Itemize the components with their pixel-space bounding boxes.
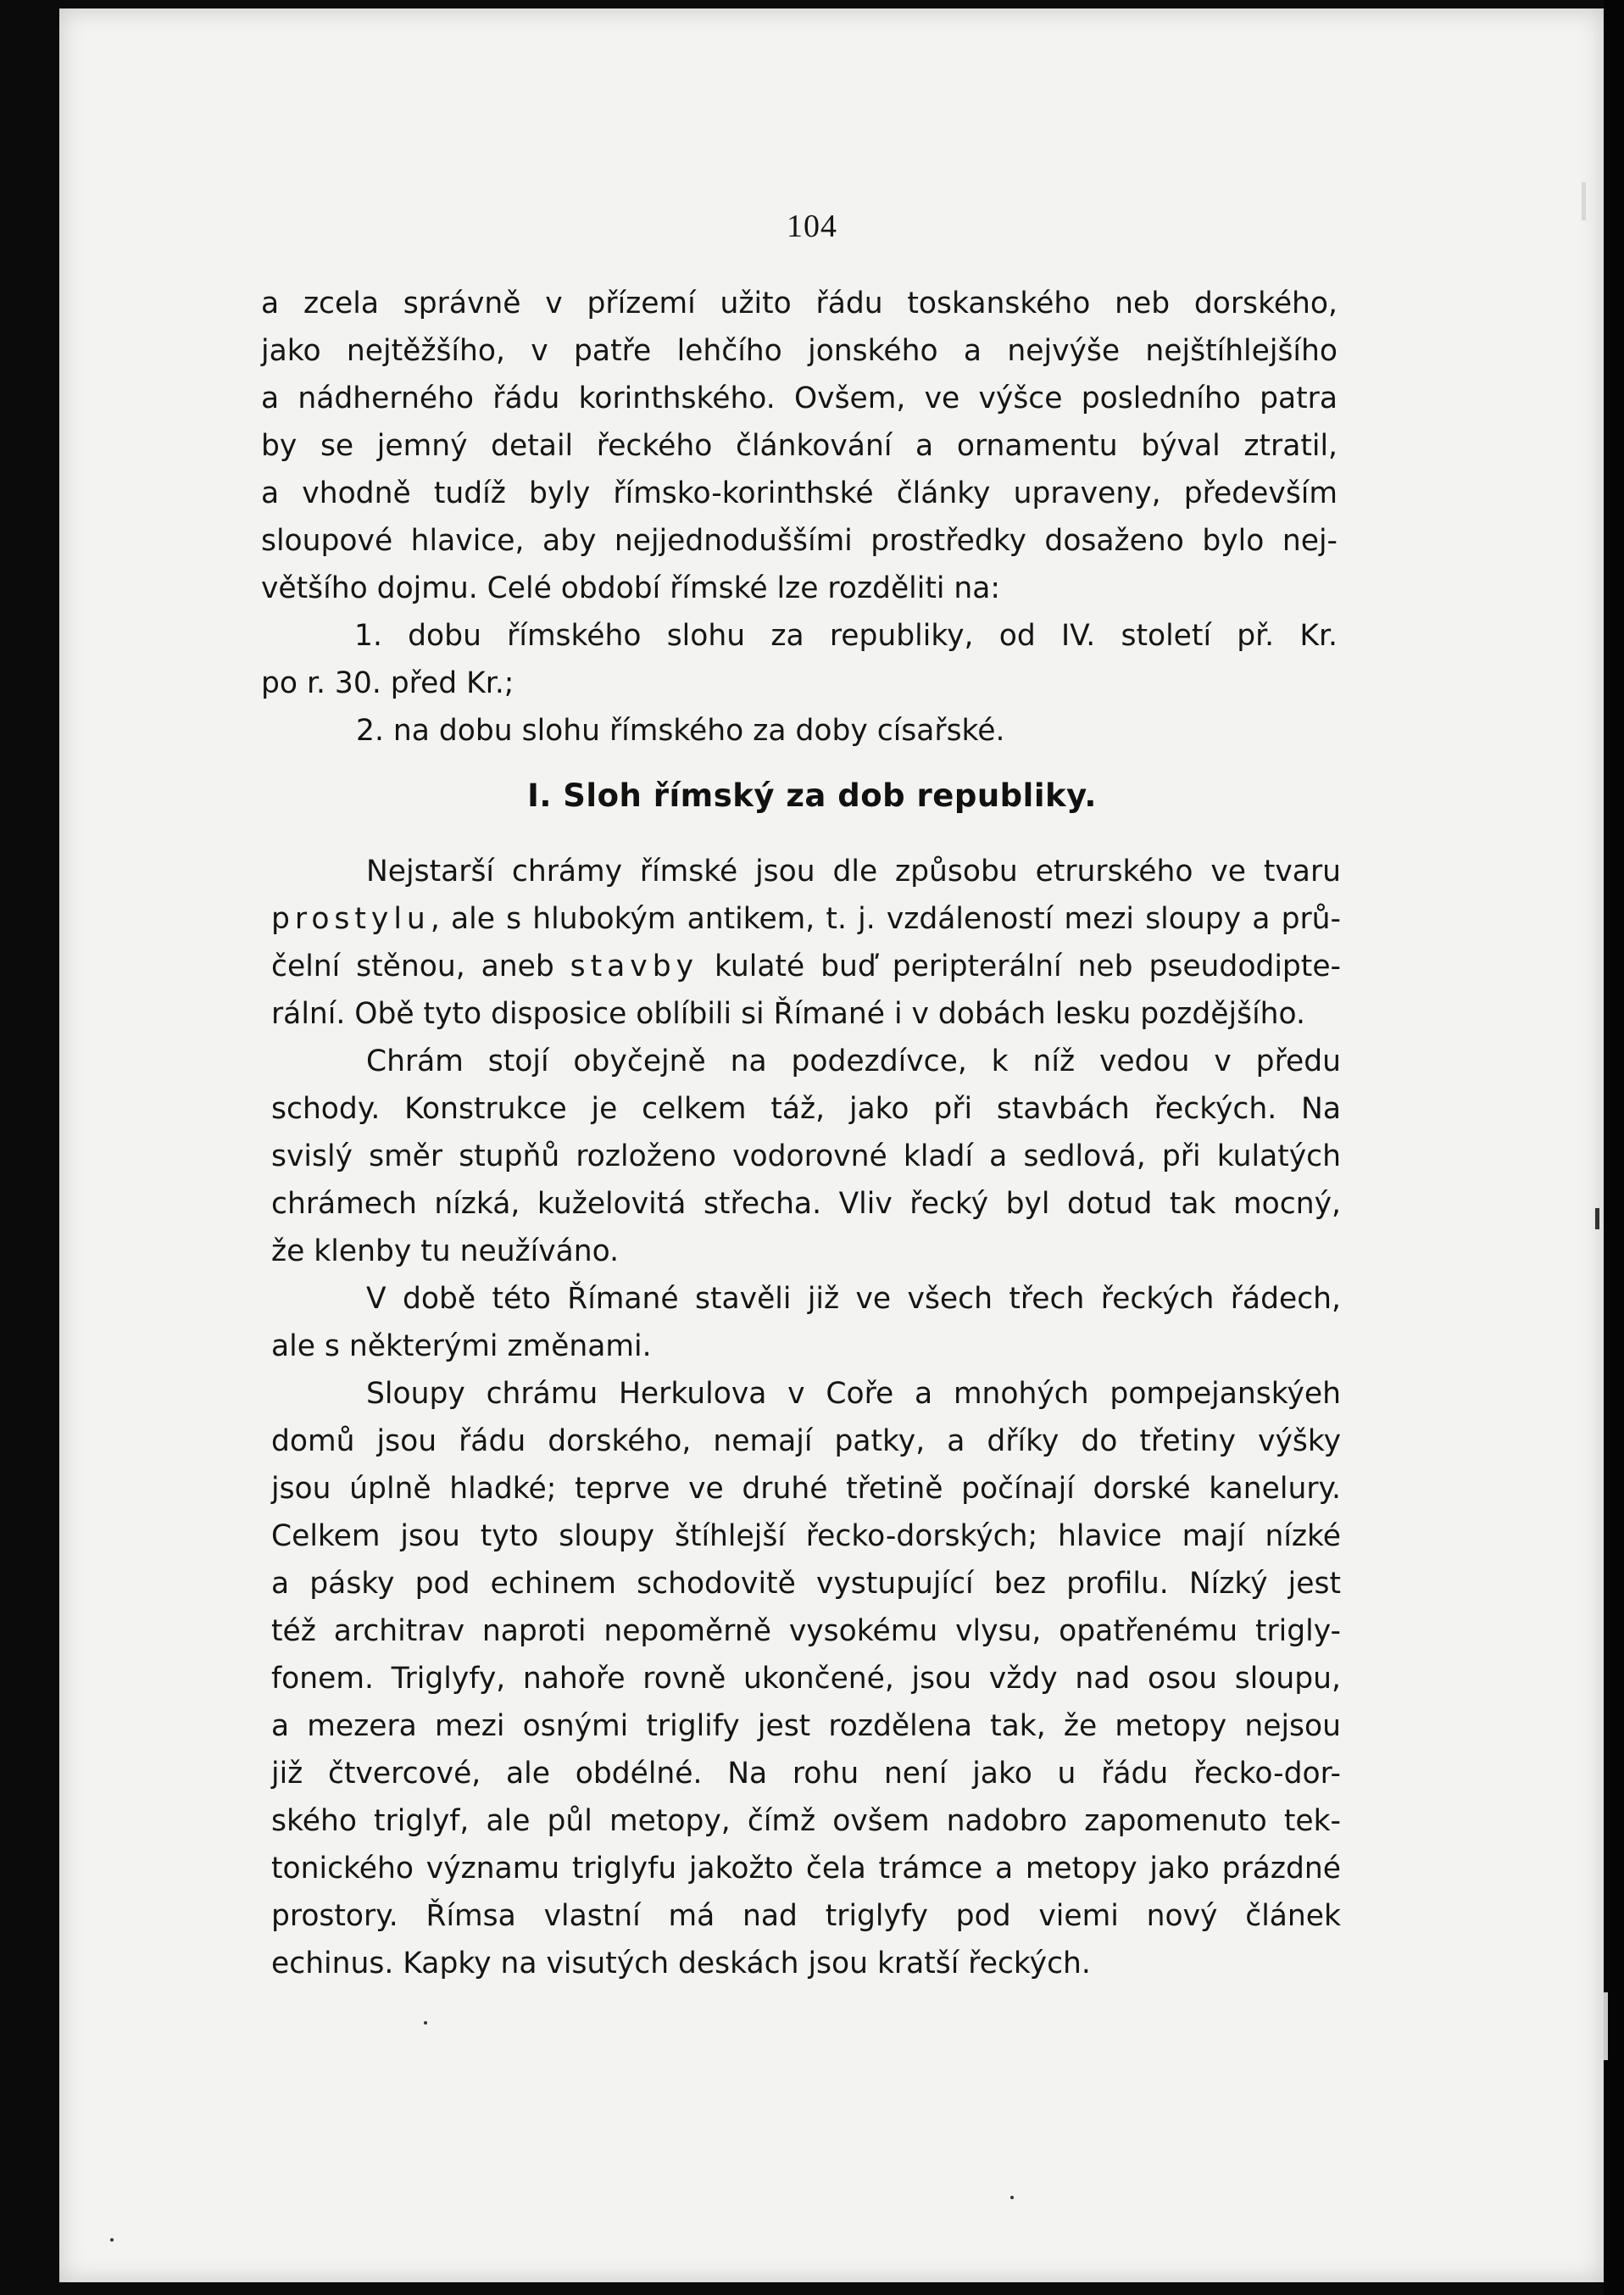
text-line — [271, 943, 1341, 990]
text-line: též architrav naproti nepoměrně vysokému vlysu, opatřenému trigly- — [271, 1614, 1341, 1648]
text-line: tonického významu triglyfu jakožto čela trámce a metopy jako prázdné — [271, 1852, 1341, 1886]
edge-scratch — [1595, 1208, 1599, 1229]
text-fragment: , ale s hlubokým antikem, t. j. vzdáleností mezi sloupy a prů- — [430, 902, 1341, 936]
text-line: fonem. Triglyfy, nahoře rovně ukončené, jsou vždy nad osou sloupu, — [271, 1662, 1341, 1696]
text-line: Nejstarší chrámy římské jsou dle způsobu etrurského ve tvaru — [366, 855, 1341, 888]
section-heading: I. Sloh římský za dob republiky. — [527, 777, 1097, 814]
body-text — [271, 848, 1341, 1987]
text-line: Chrám stojí obyčejně na podezdívce, k níž vedou v předu — [366, 1044, 1341, 1078]
text-line: a mezera mezi osnými triglify jest rozdělena tak, že metopy nejsou — [271, 1709, 1341, 1743]
text-line: ského triglyf, ale půl metopy, čímž ovšem nadobro zapomenuto tek- — [271, 1804, 1341, 1838]
text-line: svislý směr stupňů rozloženo vodorovné kladí a sedlová, při kulatých — [271, 1139, 1341, 1173]
list-item: 1. dobu římského slohu za republiky, od IV. století př. Kr. — [354, 619, 1338, 653]
text-line: a zcela správně v přízemí užito řádu toskanského neb dorského, — [261, 287, 1338, 320]
text-line: chrámech nízká, kuželovitá střecha. Vliv řecký byl dotud tak mocný, — [271, 1187, 1341, 1221]
text-line: a pásky pod echinem schodovitě vystupující bez profilu. Nízký jest — [271, 1567, 1341, 1601]
text-line: schody. Konstrukce je celkem táž, jako při stavbách řeckých. Na — [271, 1092, 1341, 1126]
text-fragment: kulaté buď peripterální neb pseudodipte- — [698, 950, 1342, 983]
speck — [424, 2021, 427, 2025]
text-line: Celkem jsou tyto sloupy štíhlejší řecko-dorských; hlavice mají nízké — [271, 1519, 1341, 1553]
list-item: po r. 30. před Kr.; — [261, 666, 514, 700]
text-line: V době této Římané stavěli již ve všech třech řeckých řádech, — [366, 1282, 1341, 1316]
text-line: rální. Obě tyto disposice oblíbili si Římané i v dobách lesku pozdějšího. — [271, 997, 1305, 1031]
spaced-term: stavby — [570, 950, 699, 983]
text-line: prostory. Římsa vlastní má nad triglyfy pod viemi nový článek — [271, 1899, 1341, 1933]
text-line: jako nejtěžšího, v patře lehčího jonského a nejvýše nejštíhlejšího — [261, 334, 1338, 368]
speck — [110, 2238, 114, 2242]
text-line: a vhodně tudíž byly římsko-korinthské články upraveny, především — [261, 476, 1338, 510]
spaced-term: prostylu — [271, 902, 431, 936]
text-fragment: čelní stěnou, aneb — [271, 950, 570, 983]
text-line: a nádherného řádu korinthského. Ovšem, ve výšce posledního patra — [261, 382, 1338, 415]
intro-paragraph — [261, 280, 1338, 755]
page-number: 104 — [787, 209, 837, 244]
text-line — [271, 895, 1341, 943]
text-line: by se jemný detail řeckého článkování a ornamentu býval ztratil, — [261, 429, 1338, 463]
text-line: echinus. Kapky na visutých deskách jsou kratší řeckých. — [271, 1947, 1091, 1980]
edge-scratch — [1604, 1992, 1608, 2060]
text-line: ale s některými změnami. — [271, 1329, 652, 1363]
text-line: že klenby tu neužíváno. — [271, 1234, 620, 1268]
text-line: již čtvercové, ale obdélné. Na rohu není jako u řádu řecko-dor- — [271, 1757, 1341, 1791]
text-line: sloupové hlavice, aby nejjednoduššími prostředky dosaženo bylo nej- — [261, 524, 1338, 558]
text-line: Sloupy chrámu Herkulova v Coře a mnohých pompejanskýeh — [366, 1377, 1341, 1411]
text-line: domů jsou řádu dorského, nemají patky, a dříky do třetiny výšky — [271, 1424, 1341, 1458]
text-line: většího dojmu. Celé období římské lze rozděliti na: — [261, 571, 1001, 605]
speck — [1010, 2196, 1014, 2199]
page-edge — [1604, 0, 1624, 2295]
list-item: 2. na dobu slohu římského za doby císařské. — [356, 714, 1005, 748]
text-line: jsou úplně hladké; teprve ve druhé třetině počínají dorské kanelury. — [271, 1472, 1341, 1506]
